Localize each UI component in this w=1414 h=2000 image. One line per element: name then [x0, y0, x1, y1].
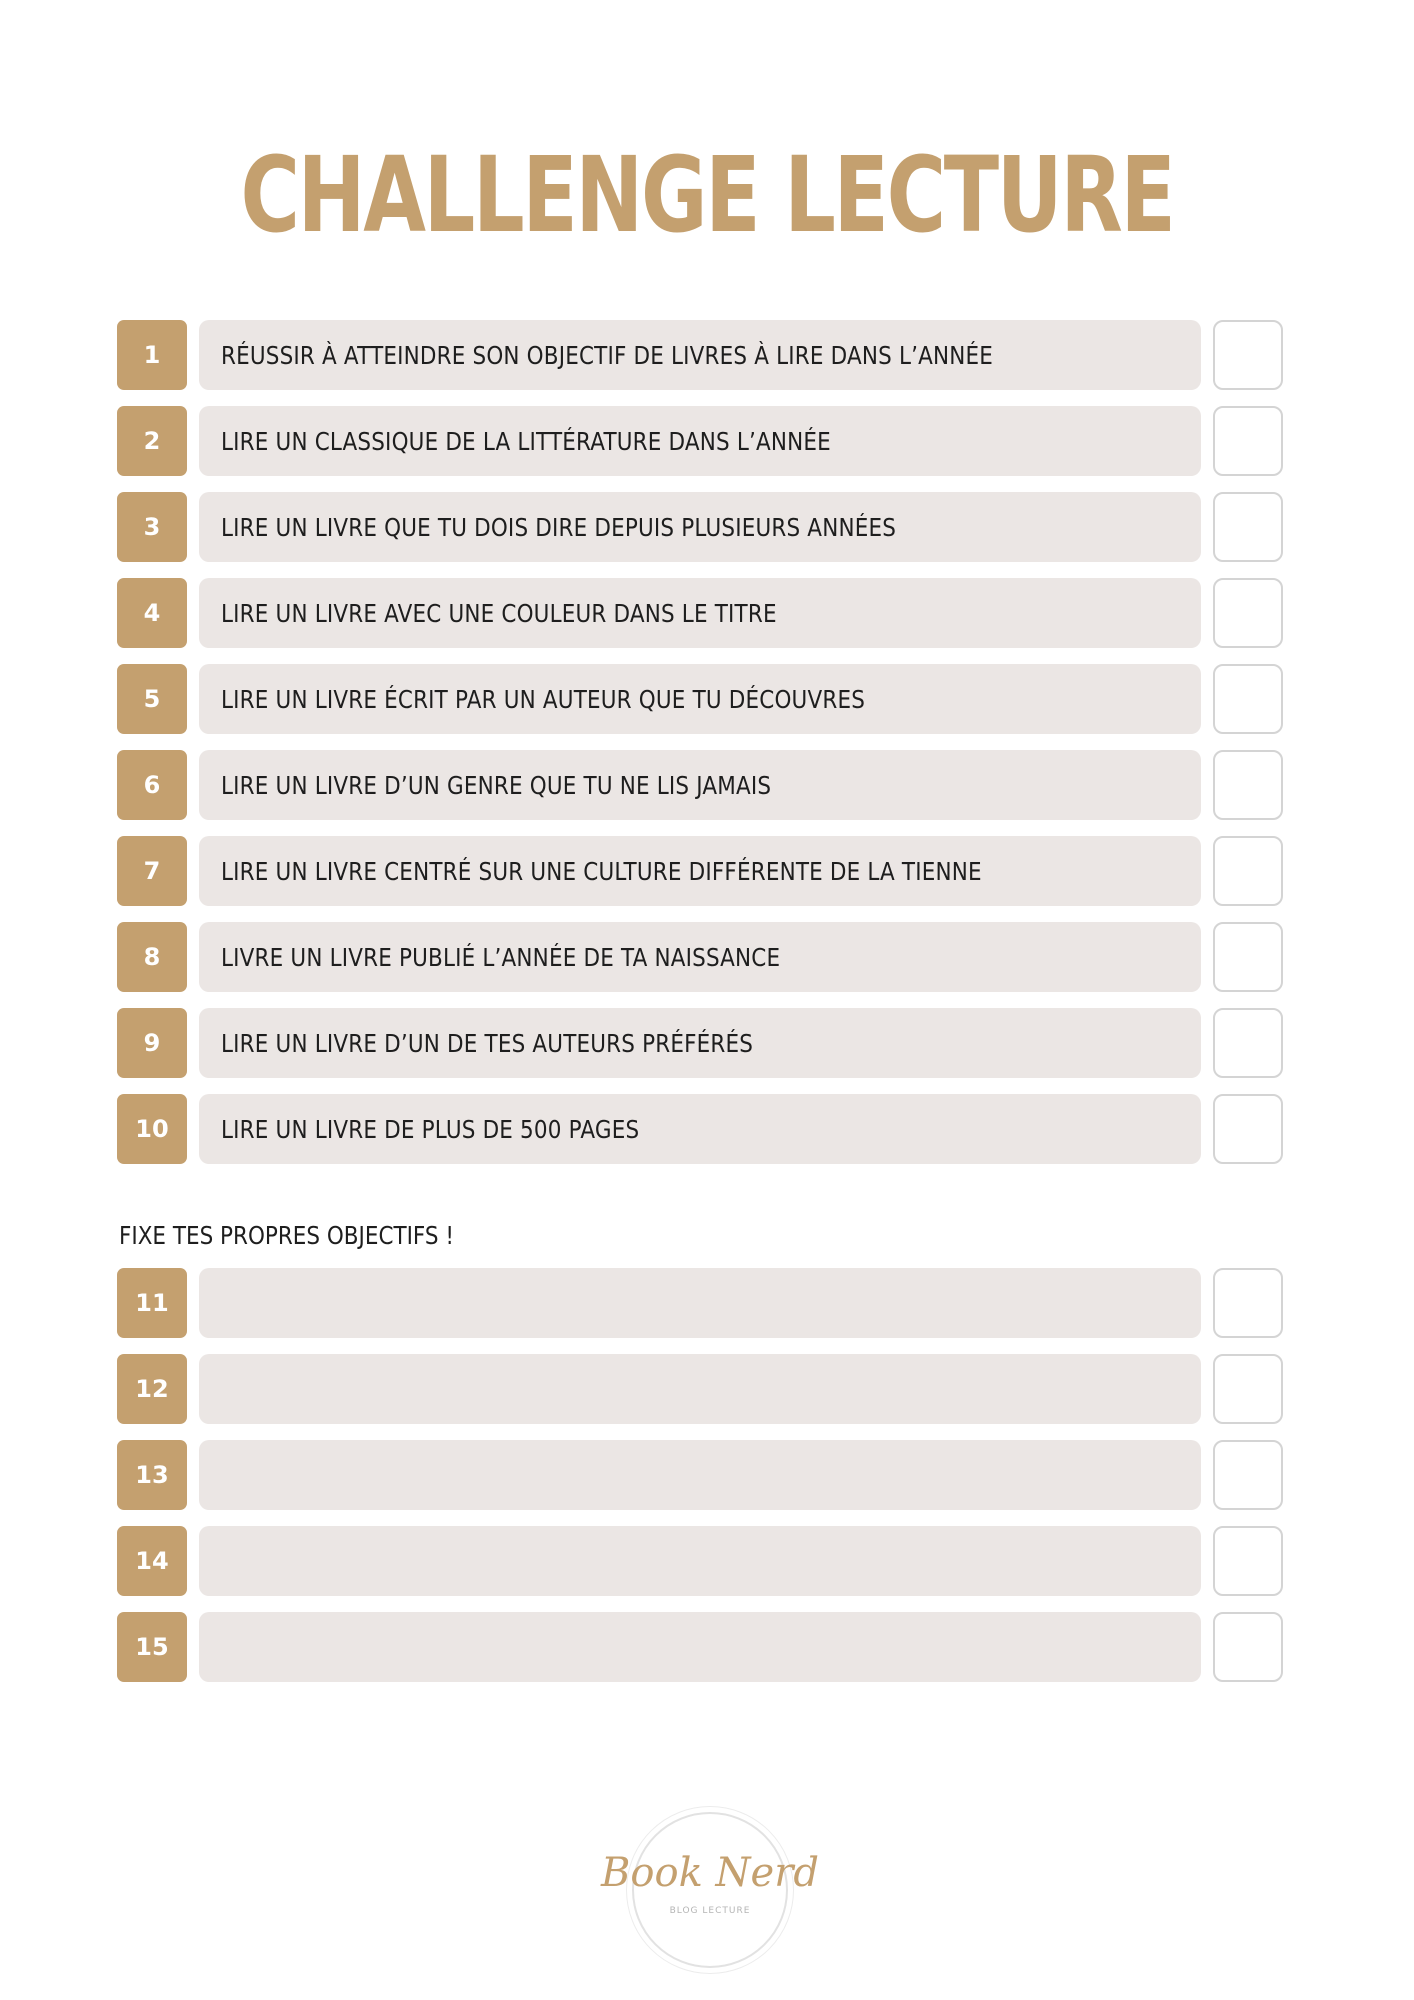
custom-goal-field[interactable]: [199, 1526, 1201, 1596]
challenge-checkbox[interactable]: [1213, 406, 1283, 476]
challenge-number-badge: 5: [117, 664, 187, 734]
custom-goal-field[interactable]: [199, 1268, 1201, 1338]
challenge-row: [117, 492, 1283, 562]
custom-goal-row: [117, 1354, 1283, 1424]
custom-goal-field[interactable]: [199, 1440, 1201, 1510]
challenge-text: LIRE UN LIVRE DE PLUS DE 500 PAGES: [221, 1114, 640, 1144]
custom-goal-row: [117, 1526, 1283, 1596]
custom-goal-row: [117, 1612, 1283, 1682]
challenge-text: LIRE UN LIVRE D’UN GENRE QUE TU NE LIS JAMAIS: [221, 770, 772, 800]
challenge-text: LIRE UN LIVRE QUE TU DOIS DIRE DEPUIS PLUSIEURS ANNÉES: [221, 512, 897, 542]
challenge-number-badge: 3: [117, 492, 187, 562]
section-label-custom-goals: FIXE TES PROPRES OBJECTIFS !: [119, 1221, 455, 1250]
logo-tagline: BLOG LECTURE: [669, 1906, 751, 1916]
challenge-bar: [199, 578, 1201, 648]
custom-goal-row: [117, 1440, 1283, 1510]
challenge-text: LIRE UN CLASSIQUE DE LA LITTÉRATURE DANS L’ANNÉE: [221, 426, 831, 456]
custom-goal-checkbox[interactable]: [1213, 1268, 1283, 1338]
challenge-bar: [199, 922, 1201, 992]
custom-goal-number-badge: 13: [117, 1440, 187, 1510]
challenge-text: LIRE UN LIVRE CENTRÉ SUR UNE CULTURE DIFFÉRENTE DE LA TIENNE: [221, 856, 982, 886]
custom-goal-checkbox[interactable]: [1213, 1440, 1283, 1510]
challenge-text: LIRE UN LIVRE ÉCRIT PAR UN AUTEUR QUE TU DÉCOUVRES: [221, 684, 866, 714]
challenge-row: [117, 750, 1283, 820]
challenge-checkbox[interactable]: [1213, 1094, 1283, 1164]
challenge-checkbox[interactable]: [1213, 1008, 1283, 1078]
challenge-bar: [199, 750, 1201, 820]
custom-goal-number-badge: 11: [117, 1268, 187, 1338]
challenge-bar: [199, 406, 1201, 476]
custom-goal-checkbox[interactable]: [1213, 1354, 1283, 1424]
custom-goal-row: [117, 1268, 1283, 1338]
logo-name: Book Nerd: [601, 1850, 819, 1896]
challenge-checkbox[interactable]: [1213, 492, 1283, 562]
challenge-row: [117, 836, 1283, 906]
challenge-number-badge: 7: [117, 836, 187, 906]
challenge-number-badge: 8: [117, 922, 187, 992]
challenge-checkbox[interactable]: [1213, 836, 1283, 906]
challenge-number-badge: 9: [117, 1008, 187, 1078]
challenge-bar: [199, 1008, 1201, 1078]
challenge-number-badge: 10: [117, 1094, 187, 1164]
challenge-number-badge: 1: [117, 320, 187, 390]
challenge-text: RÉUSSIR À ATTEINDRE SON OBJECTIF DE LIVRES À LIRE DANS L’ANNÉE: [221, 340, 994, 370]
custom-goal-checkbox[interactable]: [1213, 1526, 1283, 1596]
challenge-row: [117, 320, 1283, 390]
challenge-number-badge: 4: [117, 578, 187, 648]
custom-goal-checkbox[interactable]: [1213, 1612, 1283, 1682]
challenge-checkbox[interactable]: [1213, 578, 1283, 648]
challenge-number-badge: 6: [117, 750, 187, 820]
challenge-bar: [199, 664, 1201, 734]
challenge-row: [117, 406, 1283, 476]
custom-goal-number-badge: 14: [117, 1526, 187, 1596]
custom-goal-number-badge: 12: [117, 1354, 187, 1424]
challenge-row: [117, 1008, 1283, 1078]
challenge-number-badge: 2: [117, 406, 187, 476]
custom-goal-field[interactable]: [199, 1612, 1201, 1682]
challenge-text: LIRE UN LIVRE D’UN DE TES AUTEURS PRÉFÉRÉS: [221, 1028, 754, 1058]
challenge-checkbox[interactable]: [1213, 750, 1283, 820]
page-title: CHALLENGE LECTURE: [240, 134, 1174, 256]
challenge-bar: [199, 492, 1201, 562]
challenge-bar: [199, 836, 1201, 906]
challenge-bar: [199, 320, 1201, 390]
custom-goal-number-badge: 15: [117, 1612, 187, 1682]
challenge-bar: [199, 1094, 1201, 1164]
challenge-row: [117, 664, 1283, 734]
challenge-text: LIRE UN LIVRE AVEC UNE COULEUR DANS LE TITRE: [221, 598, 777, 628]
challenge-text: LIVRE UN LIVRE PUBLIÉ L’ANNÉE DE TA NAISSANCE: [221, 942, 781, 972]
custom-goal-field[interactable]: [199, 1354, 1201, 1424]
challenge-row: [117, 1094, 1283, 1164]
challenge-checkbox[interactable]: [1213, 922, 1283, 992]
challenge-checkbox[interactable]: [1213, 664, 1283, 734]
challenge-row: [117, 922, 1283, 992]
challenge-row: [117, 578, 1283, 648]
challenge-checkbox[interactable]: [1213, 320, 1283, 390]
